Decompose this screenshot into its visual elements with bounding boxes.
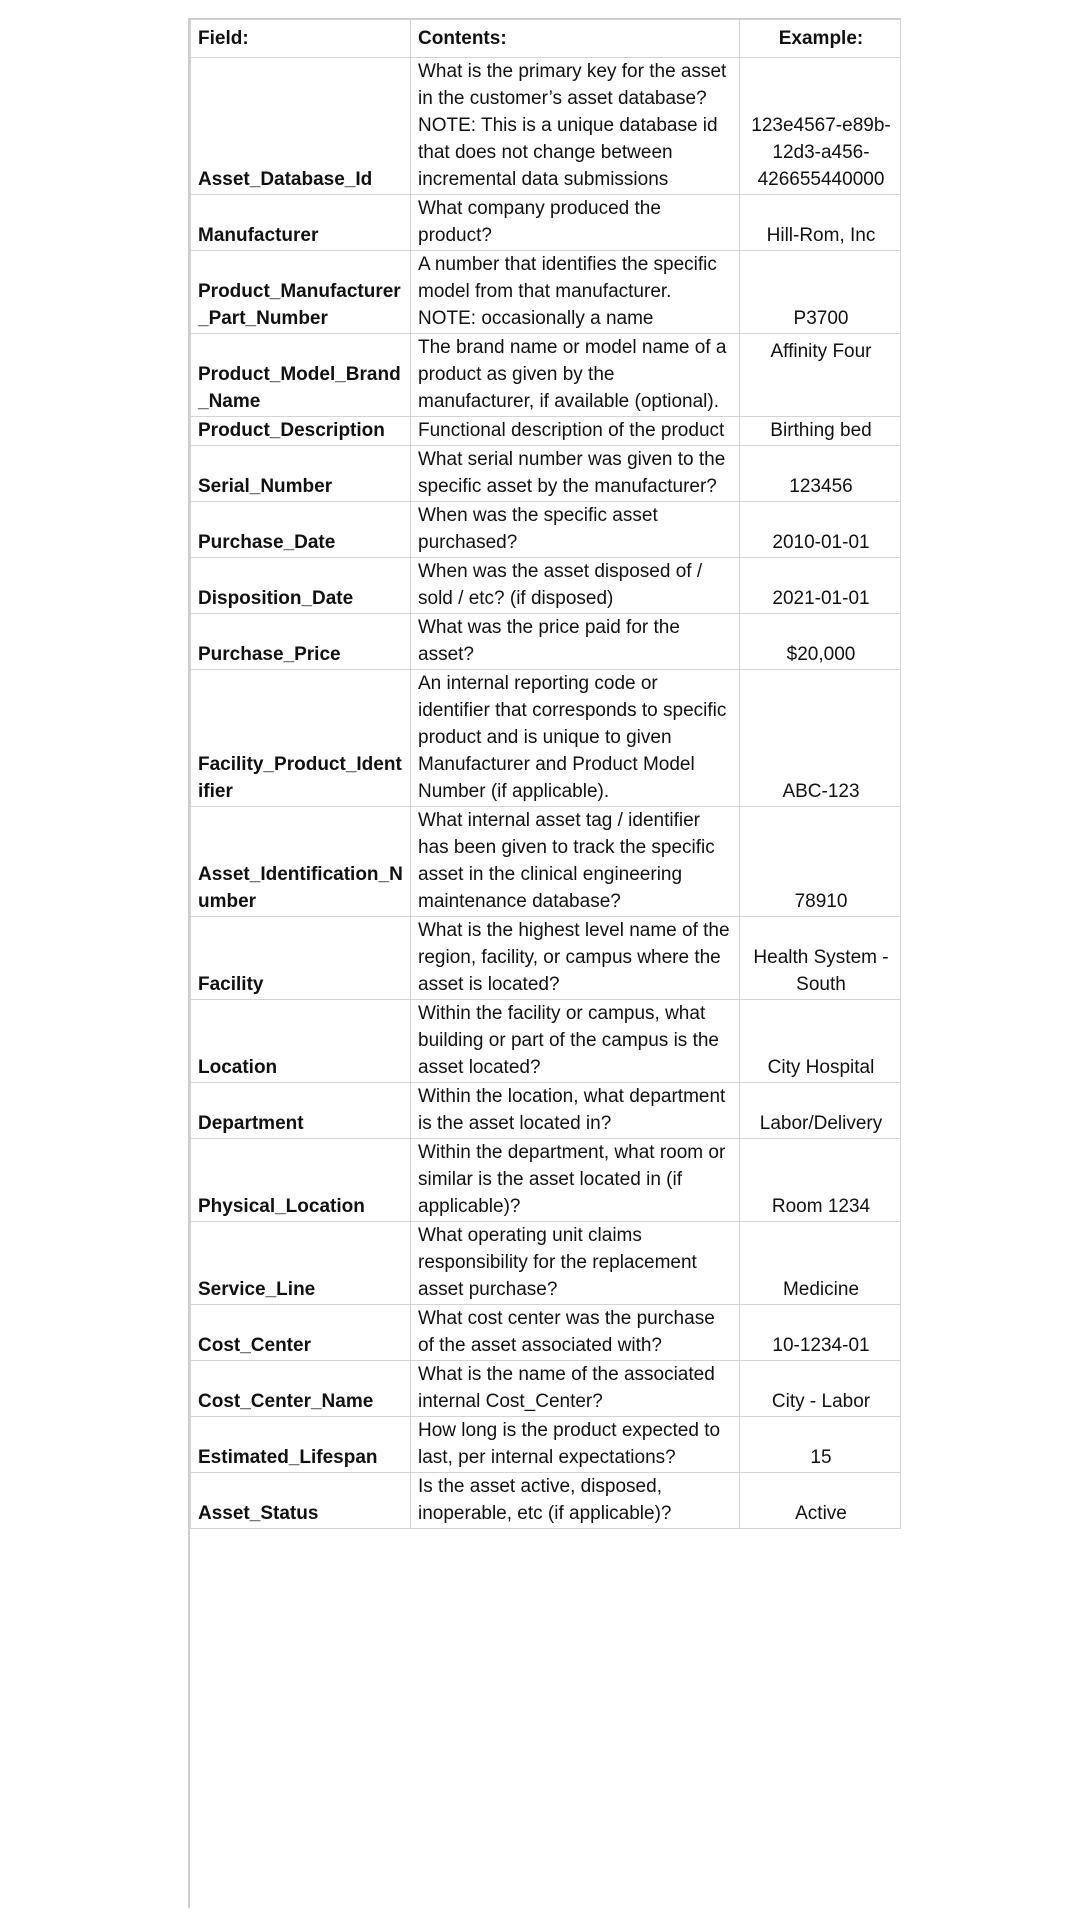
example-cell: 123456 xyxy=(740,446,901,502)
example-cell: Hill-Rom, Inc xyxy=(740,195,901,251)
sheet-left-border xyxy=(188,18,190,1908)
example-cell: 2010-01-01 xyxy=(740,502,901,558)
contents-cell: Within the facility or campus, what building or part of the campus is the asset located? xyxy=(411,1000,740,1083)
example-cell: Affinity Four xyxy=(740,334,901,417)
example-cell: Birthing bed xyxy=(740,417,901,446)
example-cell: Medicine xyxy=(740,1222,901,1305)
table-row xyxy=(191,1139,901,1222)
table-row xyxy=(191,1222,901,1305)
table-row xyxy=(191,334,901,417)
contents-cell: When was the specific asset purchased? xyxy=(411,502,740,558)
table-row xyxy=(191,1417,901,1473)
table-row xyxy=(191,251,901,334)
contents-cell: What internal asset tag / identifier has been given to track the specific asset in the clinical engineering maintenance database? xyxy=(411,807,740,917)
table-row xyxy=(191,446,901,502)
contents-cell: Within the location, what department is the asset located in? xyxy=(411,1083,740,1139)
example-cell: Health System - South xyxy=(740,917,901,1000)
table-row xyxy=(191,417,901,446)
table-row xyxy=(191,558,901,614)
example-cell: Labor/Delivery xyxy=(740,1083,901,1139)
example-cell: 123e4567-e89b-12d3-a456-426655440000 xyxy=(740,58,901,195)
table-row xyxy=(191,1083,901,1139)
field-cell: Facility xyxy=(191,917,411,1000)
contents-cell: When was the asset disposed of / sold / etc? (if disposed) xyxy=(411,558,740,614)
field-cell: Asset_Database_Id xyxy=(191,58,411,195)
table-row xyxy=(191,58,901,195)
contents-cell: A number that identifies the specific model from that manufacturer. NOTE: occasionally a name xyxy=(411,251,740,334)
spreadsheet xyxy=(190,18,900,1908)
contents-cell: Functional description of the product xyxy=(411,417,740,446)
table-row xyxy=(191,1000,901,1083)
field-cell: Location xyxy=(191,1000,411,1083)
contents-cell: What is the highest level name of the region, facility, or campus where the asset is located? xyxy=(411,917,740,1000)
table-row xyxy=(191,1361,901,1417)
field-cell: Disposition_Date xyxy=(191,558,411,614)
contents-cell: The brand name or model name of a product as given by the manufacturer, if available (optional). xyxy=(411,334,740,417)
table-row xyxy=(191,195,901,251)
example-cell: Room 1234 xyxy=(740,1139,901,1222)
contents-cell: What company produced the product? xyxy=(411,195,740,251)
field-cell: Service_Line xyxy=(191,1222,411,1305)
header-field: Field: xyxy=(191,19,411,58)
field-cell: Serial_Number xyxy=(191,446,411,502)
field-cell: Department xyxy=(191,1083,411,1139)
example-cell: Active xyxy=(740,1473,901,1529)
table-row xyxy=(191,614,901,670)
header-contents: Contents: xyxy=(411,19,740,58)
field-cell: Product_Manufacturer_Part_Number xyxy=(191,251,411,334)
example-cell: P3700 xyxy=(740,251,901,334)
contents-cell: How long is the product expected to last, per internal expectations? xyxy=(411,1417,740,1473)
example-cell: City Hospital xyxy=(740,1000,901,1083)
example-cell: ABC-123 xyxy=(740,670,901,807)
contents-cell: What serial number was given to the specific asset by the manufacturer? xyxy=(411,446,740,502)
header-example: Example: xyxy=(740,19,901,58)
field-cell: Product_Model_Brand_Name xyxy=(191,334,411,417)
field-cell: Estimated_Lifespan xyxy=(191,1417,411,1473)
contents-cell: What operating unit claims responsibility for the replacement asset purchase? xyxy=(411,1222,740,1305)
example-cell: 15 xyxy=(740,1417,901,1473)
contents-cell: What cost center was the purchase of the asset associated with? xyxy=(411,1305,740,1361)
contents-cell: What is the primary key for the asset in the customer’s asset database? NOTE: This is a unique database id that does not change between incremental data submissions xyxy=(411,58,740,195)
field-definitions-table xyxy=(190,18,901,1529)
contents-cell: Is the asset active, disposed, inoperable, etc (if applicable)? xyxy=(411,1473,740,1529)
table-row xyxy=(191,1305,901,1361)
field-cell: Physical_Location xyxy=(191,1139,411,1222)
example-cell: City - Labor xyxy=(740,1361,901,1417)
field-cell: Cost_Center_Name xyxy=(191,1361,411,1417)
field-cell: Purchase_Price xyxy=(191,614,411,670)
table-row xyxy=(191,807,901,917)
field-cell: Manufacturer xyxy=(191,195,411,251)
field-cell: Asset_Status xyxy=(191,1473,411,1529)
field-cell: Facility_Product_Identifier xyxy=(191,670,411,807)
contents-cell: Within the department, what room or similar is the asset located in (if applicable)? xyxy=(411,1139,740,1222)
field-cell: Cost_Center xyxy=(191,1305,411,1361)
example-cell: 2021-01-01 xyxy=(740,558,901,614)
contents-cell: What is the name of the associated internal Cost_Center? xyxy=(411,1361,740,1417)
field-cell: Product_Description xyxy=(191,417,411,446)
table-row xyxy=(191,917,901,1000)
field-cell: Asset_Identification_Number xyxy=(191,807,411,917)
example-cell: $20,000 xyxy=(740,614,901,670)
example-cell: 10-1234-01 xyxy=(740,1305,901,1361)
table-row xyxy=(191,670,901,807)
field-cell: Purchase_Date xyxy=(191,502,411,558)
contents-cell: What was the price paid for the asset? xyxy=(411,614,740,670)
header-row xyxy=(191,19,901,58)
table-row xyxy=(191,1473,901,1529)
example-cell: 78910 xyxy=(740,807,901,917)
table-row xyxy=(191,502,901,558)
contents-cell: An internal reporting code or identifier that corresponds to specific product and is unique to given Manufacturer and Product Model Number (if applicable). xyxy=(411,670,740,807)
